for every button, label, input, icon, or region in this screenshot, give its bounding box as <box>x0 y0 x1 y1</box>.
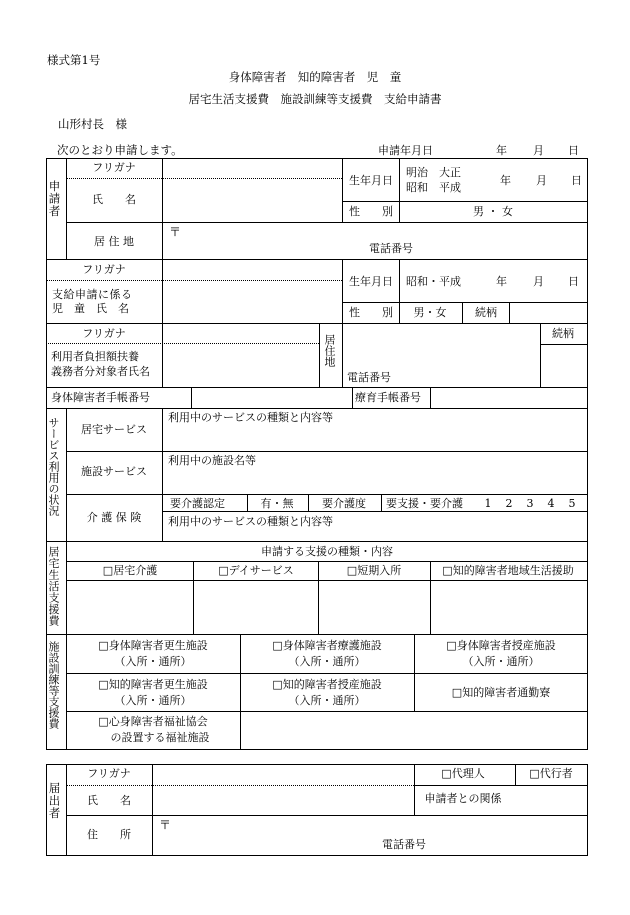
title-line-1: 身体障害者 知的障害者 児 童 <box>228 70 402 84</box>
applicant-name-label: 氏 名 <box>92 193 136 206</box>
applicant-era-line-2: 昭和 平成 <box>406 181 461 194</box>
care-level-options[interactable]: 要支援・要介護 <box>386 497 463 510</box>
home-support-option-1[interactable]: □居宅介護 <box>102 564 158 577</box>
applicant-birth-year: 年 <box>500 174 511 187</box>
facility-support-section-label: 施設訓練等支援費 <box>47 641 60 729</box>
applicant-birth-label: 生年月日 <box>349 174 393 187</box>
home-support-header: 申請する支援の種類・内容 <box>261 545 393 558</box>
title-line-2: 居宅生活支援費 施設訓練等支援費 支給申請書 <box>188 92 442 106</box>
dependent-phone-label: 電話番号 <box>347 371 391 384</box>
filer-relation-label: 申請者との関係 <box>424 792 502 805</box>
addressee: 山形村長 様 <box>58 117 127 131</box>
facility-r1c1-line1[interactable]: □身体障害者更生施設 <box>98 639 208 652</box>
applicant-address-label: 居 住 地 <box>94 235 134 248</box>
intro-text: 次のとおり申請します。 <box>57 143 183 157</box>
child-birth-month: 月 <box>533 275 544 288</box>
facility-r1c3-line1[interactable]: □身体障害者授産施設 <box>446 639 556 652</box>
applicant-gender-options[interactable]: 男 ・ 女 <box>473 205 513 218</box>
applicant-section-label: 申請者 <box>47 180 62 218</box>
application-date-year: 年 <box>496 144 507 157</box>
child-era: 昭和・平成 <box>406 275 461 288</box>
home-support-option-4[interactable]: □知的障害者地域生活援助 <box>442 564 574 577</box>
filer-furigana-label: フリガナ <box>87 767 131 780</box>
service-status-section-label: サービス利用の状況 <box>47 417 60 516</box>
facility-r1c2-line1[interactable]: □身体障害者療護施設 <box>272 639 382 652</box>
applicant-phone-label: 電話番号 <box>369 242 413 255</box>
applicant-postal-mark: 〒 <box>169 225 182 239</box>
child-relation-label: 続柄 <box>475 306 497 319</box>
care-cert-options[interactable]: 有・無 <box>260 497 294 510</box>
facility-r3-line1[interactable]: □心身障害者福祉協会 <box>98 715 208 728</box>
filer-postal-mark: 〒 <box>159 818 172 832</box>
facility-service-desc: 利用中の施設名等 <box>168 454 256 467</box>
form-number: 様式第1号 <box>47 53 101 67</box>
care-cert-label: 要介護認定 <box>170 497 225 510</box>
care-level-3[interactable]: 3 <box>526 497 534 510</box>
facility-r2c1-line2: （入所・通所） <box>114 694 192 707</box>
care-desc: 利用中のサービスの種類と内容等 <box>168 515 333 528</box>
dependent-residence-label: 居住地 <box>323 334 336 367</box>
filer-address-label: 住 所 <box>87 828 131 841</box>
filer-agent-option[interactable]: □代理人 <box>441 767 485 780</box>
application-date-label: 申請年月日 <box>378 144 433 157</box>
rehab-handbook-label: 療育手帳番号 <box>355 391 421 404</box>
applicant-furigana-label: フリガナ <box>92 161 136 174</box>
application-date-day: 日 <box>568 144 579 157</box>
child-name-label-2: 児 童 氏 名 <box>52 302 129 315</box>
child-furigana-label: フリガナ <box>82 263 126 276</box>
facility-r2c2-line2: （入所・通所） <box>288 694 366 707</box>
child-gender-options[interactable]: 男・女 <box>413 306 447 319</box>
care-level-label: 要介護度 <box>322 497 366 510</box>
filer-proxy-option[interactable]: □代行者 <box>529 767 573 780</box>
applicant-gender-label: 性 別 <box>349 205 393 218</box>
facility-r3-line2: の設置する福祉施設 <box>110 731 210 744</box>
dependent-relation-label: 続柄 <box>552 327 574 340</box>
home-service-label: 居宅サービス <box>81 423 147 436</box>
home-service-desc: 利用中のサービスの種類と内容等 <box>168 411 333 424</box>
applicant-birth-month: 月 <box>536 174 547 187</box>
home-support-option-3[interactable]: □短期入所 <box>346 564 402 577</box>
dependent-furigana-label: フリガナ <box>82 327 126 340</box>
physical-handbook-label: 身体障害者手帳番号 <box>51 391 150 404</box>
facility-r1c3-line2: （入所・通所） <box>462 655 540 668</box>
dependent-name-label-2: 義務者分対象者氏名 <box>51 365 150 378</box>
applicant-birth-day: 日 <box>571 174 582 187</box>
care-level-5[interactable]: 5 <box>568 497 576 510</box>
care-level-4[interactable]: 4 <box>547 497 555 510</box>
filer-section-label: 届出者 <box>47 782 62 820</box>
care-insurance-label: 介 護 保 険 <box>86 511 142 524</box>
applicant-era-line-1: 明治 大正 <box>406 166 461 179</box>
facility-service-label: 施設サービス <box>81 465 147 478</box>
application-date-month: 月 <box>533 144 544 157</box>
facility-r2c2-line1[interactable]: □知的障害者授産施設 <box>272 678 382 691</box>
facility-r2c3[interactable]: □知的障害者通勤寮 <box>451 686 551 699</box>
care-level-1[interactable]: 1 <box>484 497 492 510</box>
home-support-option-2[interactable]: □デイサービス <box>218 564 294 577</box>
facility-r1c1-line2: （入所・通所） <box>114 655 192 668</box>
care-level-2[interactable]: 2 <box>505 497 513 510</box>
home-support-section-label: 居宅生活支援費 <box>47 546 60 627</box>
child-name-label-1: 支給申請に係る <box>52 288 133 301</box>
child-gender-label: 性 別 <box>349 306 393 319</box>
facility-r1c2-line2: （入所・通所） <box>288 655 366 668</box>
child-birth-label: 生年月日 <box>349 275 393 288</box>
child-birth-year: 年 <box>496 275 507 288</box>
dependent-name-label-1: 利用者負担額扶養 <box>51 350 139 363</box>
filer-phone-label: 電話番号 <box>382 838 426 851</box>
filer-name-label: 氏 名 <box>87 794 131 807</box>
child-birth-day: 日 <box>568 275 579 288</box>
facility-r2c1-line1[interactable]: □知的障害者更生施設 <box>98 678 208 691</box>
